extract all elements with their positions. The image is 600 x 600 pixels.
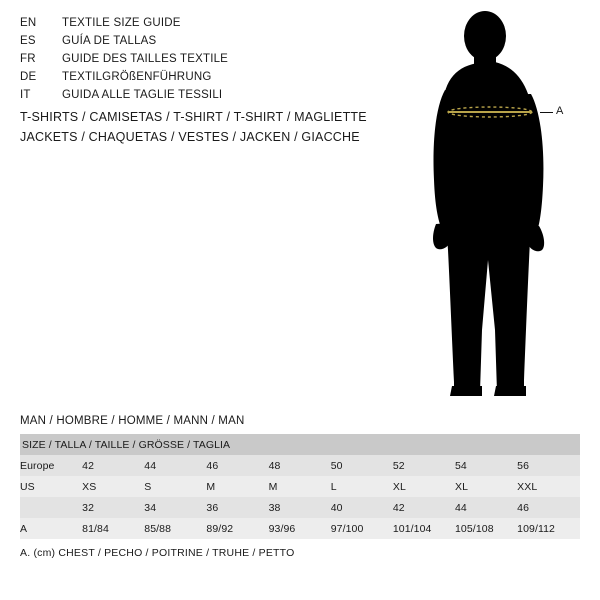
cell: 38 xyxy=(269,497,331,518)
language-list xyxy=(20,17,400,107)
cell: XL xyxy=(393,476,455,497)
male-silhouette-figure xyxy=(400,10,600,405)
size-table xyxy=(20,434,580,539)
language-code: DE xyxy=(20,71,37,83)
cell: 46 xyxy=(517,497,580,518)
language-code: FR xyxy=(20,53,36,65)
language-code: ES xyxy=(20,35,36,47)
cell: 109/112 xyxy=(517,518,580,539)
cell: 50 xyxy=(331,455,393,476)
cell: XS xyxy=(82,476,144,497)
row-label xyxy=(20,497,82,518)
row-label: A xyxy=(20,518,82,539)
language-row xyxy=(20,89,400,107)
language-title: GUIDE DES TAILLES TEXTILE xyxy=(62,53,229,65)
cell: M xyxy=(269,476,331,497)
category-line-tshirts: T-SHIRTS / CAMISETAS / T-SHIRT / T-SHIRT / MAGLIETTE xyxy=(20,110,367,124)
table-header-row xyxy=(20,434,580,455)
row-label: Europe xyxy=(20,455,82,476)
cell: M xyxy=(206,476,268,497)
cell: XL xyxy=(455,476,517,497)
cell: 42 xyxy=(82,455,144,476)
table-row xyxy=(20,476,580,497)
cell: XXL xyxy=(517,476,580,497)
table-group-heading: MAN / HOMBRE / HOMME / MANN / MAN xyxy=(20,415,245,427)
cell: 89/92 xyxy=(206,518,268,539)
table-header-label: SIZE / TALLA / TAILLE / GRÖSSE / TAGLIA xyxy=(20,434,580,455)
table-footnote: A. (cm) CHEST / PECHO / POITRINE / TRUHE / PETTO xyxy=(20,547,295,559)
cell: 46 xyxy=(206,455,268,476)
table-row xyxy=(20,497,580,518)
language-row xyxy=(20,35,400,53)
cell: 44 xyxy=(144,455,206,476)
cell: 81/84 xyxy=(82,518,144,539)
cell: 48 xyxy=(269,455,331,476)
cell: 56 xyxy=(517,455,580,476)
cell: 54 xyxy=(455,455,517,476)
cell: 93/96 xyxy=(269,518,331,539)
cell: 85/88 xyxy=(144,518,206,539)
cell: 42 xyxy=(393,497,455,518)
table-row xyxy=(20,518,580,539)
language-row xyxy=(20,53,400,71)
cell: 105/108 xyxy=(455,518,517,539)
size-table-section xyxy=(20,415,580,539)
language-row xyxy=(20,17,400,35)
cell: 36 xyxy=(206,497,268,518)
cell: 52 xyxy=(393,455,455,476)
garment-categories xyxy=(20,110,420,150)
category-line-jackets: JACKETS / CHAQUETAS / VESTES / JACKEN / GIACCHE xyxy=(20,130,360,144)
cell: 97/100 xyxy=(331,518,393,539)
cell: L xyxy=(331,476,393,497)
row-label: US xyxy=(20,476,82,497)
language-title: GUIDA ALLE TAGLIE TESSILI xyxy=(62,89,223,101)
language-title: TEXTILGRÖßENFÜHRUNG xyxy=(62,71,212,83)
language-code: IT xyxy=(20,89,31,101)
language-title: TEXTILE SIZE GUIDE xyxy=(62,17,181,29)
cell: 40 xyxy=(331,497,393,518)
cell: 34 xyxy=(144,497,206,518)
language-title: GUÍA DE TALLAS xyxy=(62,35,157,47)
measure-leader-line xyxy=(540,112,553,113)
measure-label-a: A xyxy=(556,105,564,117)
cell: 44 xyxy=(455,497,517,518)
language-row xyxy=(20,71,400,89)
language-code: EN xyxy=(20,17,37,29)
cell: 101/104 xyxy=(393,518,455,539)
cell: 32 xyxy=(82,497,144,518)
cell: S xyxy=(144,476,206,497)
table-row xyxy=(20,455,580,476)
